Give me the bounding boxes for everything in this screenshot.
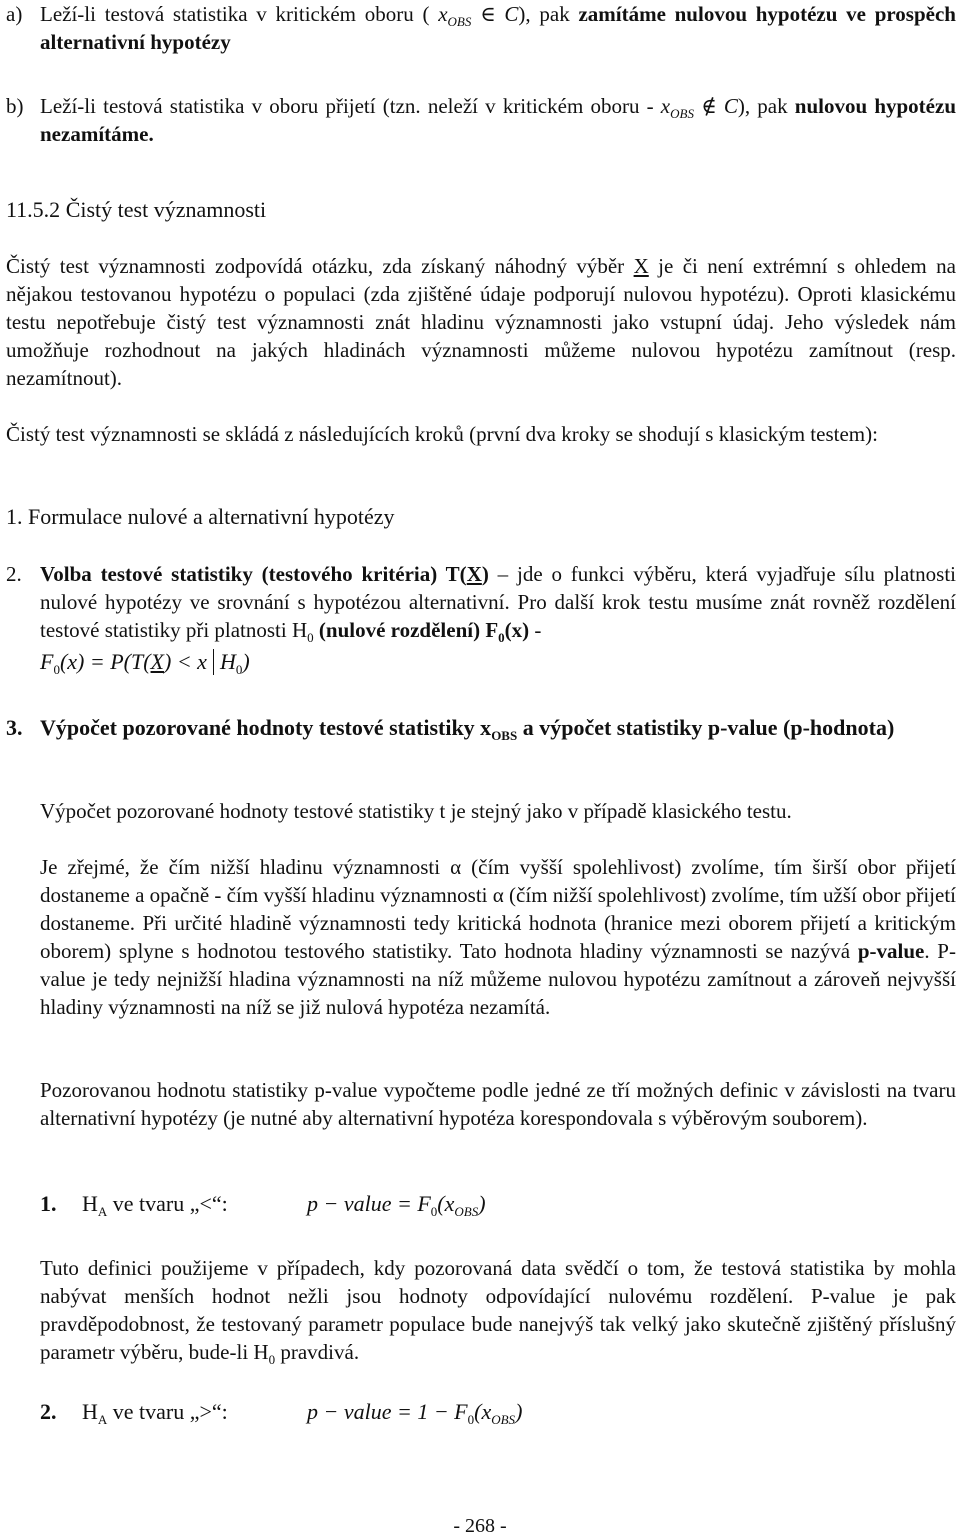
step-3-text1: Výpočet pozorované hodnoty testové statistiky x [40, 715, 492, 740]
step-2-bold-x: X [466, 562, 482, 586]
formula-h-sub: 0 [235, 662, 243, 677]
item-a-text2: ), pak [518, 2, 570, 26]
section-heading [6, 196, 266, 224]
case-2 [40, 1398, 522, 1426]
case-1 [40, 1190, 486, 1218]
step-2-bold2: ) [481, 562, 489, 586]
case-2-formula-end: ) [515, 1399, 523, 1424]
paragraph-case-1-explanation [40, 1254, 956, 1366]
p4-text2: . P-value je tedy nejnižší hladina významnosti na níž můžeme nulovou hypotézu zamítnout a zároveň nejvyšší hladiny významnosti na níž se již nulová hypotéza nezamítá. [40, 939, 956, 1019]
item-b-text: Leží-li testová statistika v oboru přijetí (tzn. neleží v kritickém oboru - [40, 94, 654, 118]
case-1-h-rest: ve tvaru „<“: [112, 1191, 228, 1216]
case-2-formula-sub: 0 [467, 1412, 475, 1427]
list-item-a [6, 0, 956, 56]
step-2-text2: - [534, 618, 542, 642]
formula-lhs-arg: (x) = P(T( [59, 649, 151, 674]
paragraph-p-value-explanation [40, 853, 956, 1021]
list-item-b [6, 92, 956, 148]
p1-text1: Čistý test významnosti zodpovídá otázku, zda získaný náhodný výběr [6, 254, 625, 278]
item-a-obs: OBS [447, 14, 472, 29]
paragraph-steps-intro: Čistý test významnosti se skládá z následujících kroků (první dva kroky se shodují s klasickým testem): [6, 422, 878, 446]
section-title: Čistý test významnosti [65, 197, 267, 222]
item-a-label: a) [6, 2, 23, 26]
case-1-formula-arg: (x [437, 1191, 455, 1216]
step-3-obs: OBS [491, 728, 518, 743]
paragraph-definitions-intro: Pozorovanou hodnotu statistiky p-value vypočteme podle jedné ze tří možných definic v závislosti na tvaru alternativní hypotézy (je nutné aby alternativní hypotéza korespondovala s výběrovým souborem). [40, 1078, 956, 1130]
p4-bold: p-value [857, 939, 925, 963]
step-1-num: 1. [6, 504, 23, 529]
given-bar [213, 649, 214, 675]
case-2-formula: p − value = 1 − F [307, 1399, 468, 1424]
p4-text1: Je zřejmé, že čím nižší hladinu významnosti α (čím vyšší spolehlivost) zvolíme, tím širší obor přijetí dostaneme a opačně - čím vyšší hladinu významnosti α (čím nižší spolehlivost) zvolíme, tím užší obor přijetí dostaneme. Při určité hladině významnosti tedy kritická hodnota (hranice mezi oborem přijetí a kritickým oborem) splyne s hodnotou testového statistiky. Tato hodnota hladiny významnosti se nazývá [40, 855, 956, 963]
case-1-num: 1. [40, 1191, 57, 1216]
p6-sub: 0 [268, 1352, 276, 1367]
formula-lhs: F [40, 649, 54, 674]
section-number: 11.5.2 [6, 197, 61, 222]
case-1-formula-end: ) [478, 1191, 486, 1216]
formula-end: ) [242, 649, 250, 674]
paragraph-observed-value: Výpočet pozorované hodnoty testové statistiky t je stejný jako v případě klasického testu. [40, 799, 792, 823]
case-1-formula-sub: 0 [430, 1204, 438, 1219]
formula-lhs-sub: 0 [53, 662, 60, 677]
step-3-num: 3. [6, 715, 23, 740]
item-a-rel: ∈ C [480, 2, 519, 26]
step-2-sub0: 0 [307, 630, 314, 645]
case-1-formula-obs: OBS [454, 1204, 479, 1219]
item-b-rel: ∉ C [701, 94, 738, 118]
item-b-bold: nulovou hypotézu nezamítáme. [40, 94, 956, 146]
case-2-formula-obs: OBS [491, 1412, 516, 1427]
null-distribution-formula [40, 648, 250, 676]
case-2-h-sub: A [97, 1412, 108, 1427]
case-1-h: H [82, 1191, 98, 1216]
step-2-bold1: Volba testové statistiky (testového kritéria) T( [40, 562, 467, 586]
step-3 [6, 714, 956, 742]
item-a-text: Leží-li testová statistika v kritickém oboru ( [40, 2, 430, 26]
case-1-h-sub: A [97, 1204, 108, 1219]
case-2-num: 2. [40, 1399, 57, 1424]
page-number: - 268 - [453, 1515, 507, 1537]
p6-text1: Tuto definici použijeme v případech, kdy pozorovaná data svědčí o tom, že testová statistika by mohla nabývat menších hodnot nežli jsou hodnoty odpovídající nulovému rozdělení. P-value je pak pravděpodobnost, že testovaný parametr populace bude nanejvýš tak velký jako skutečně zjištěný příslušný parametr výběru, bude-li H [40, 1256, 956, 1364]
p1-text2: je či není extrémní s ohledem na nějakou testovanou hypotézu o populaci (zda zjištěné údaje podporují nulovou hypotézu). Oproti klasickému testu nepotřebuje čistý test významnosti znát hladinu významnosti jako vstupní údaj. Jeho výsledek nám umožňuje rozhodnout na jakých hladinách významnosti můžeme nulovou hypotézu zamítnout (resp. nezamítnout). [6, 254, 956, 390]
paragraph-intro [6, 252, 956, 392]
step-3-text2: a výpočet statistiky p-value (p-hodnota) [522, 715, 895, 740]
case-2-h: H [82, 1399, 98, 1424]
step-1 [6, 503, 395, 531]
formula-x: X [150, 649, 164, 674]
p6-text2: pravdivá. [280, 1340, 360, 1364]
step-2-text1: – jde o funkci výběru, která vyjadřuje sílu platnosti nulové hypotézy ve srovnání s hypotézou alternativní. Pro další krok testu musíme znát rovněž rozdělení testové statistiky při platnosti H [40, 562, 956, 642]
step-2-num: 2. [6, 562, 22, 586]
step-2-bold3: (nulové rozdělení) F [318, 618, 499, 642]
case-1-formula: p − value = F [307, 1191, 431, 1216]
item-b-label: b) [6, 94, 24, 118]
case-2-formula-arg: (x [474, 1399, 492, 1424]
item-b-text2: ), pak [737, 94, 788, 118]
item-a-bold: zamítáme nulovou hypotézu ve prospěch alternativní hypotézy [40, 2, 956, 54]
item-a-x: x [438, 2, 448, 26]
step-1-title: Formulace nulové a alternativní hypotézy [28, 504, 395, 529]
formula-mid: ) < x [164, 649, 207, 674]
step-2-bold4: (x) [504, 618, 530, 642]
step-2 [6, 560, 956, 644]
p1-x: X [633, 254, 649, 278]
formula-h: H [219, 649, 236, 674]
case-2-h-rest: ve tvaru „>“: [112, 1399, 228, 1424]
item-b-obs: OBS [670, 106, 694, 121]
step-2-sub1: 0 [498, 630, 505, 645]
item-b-x: x [660, 94, 671, 118]
